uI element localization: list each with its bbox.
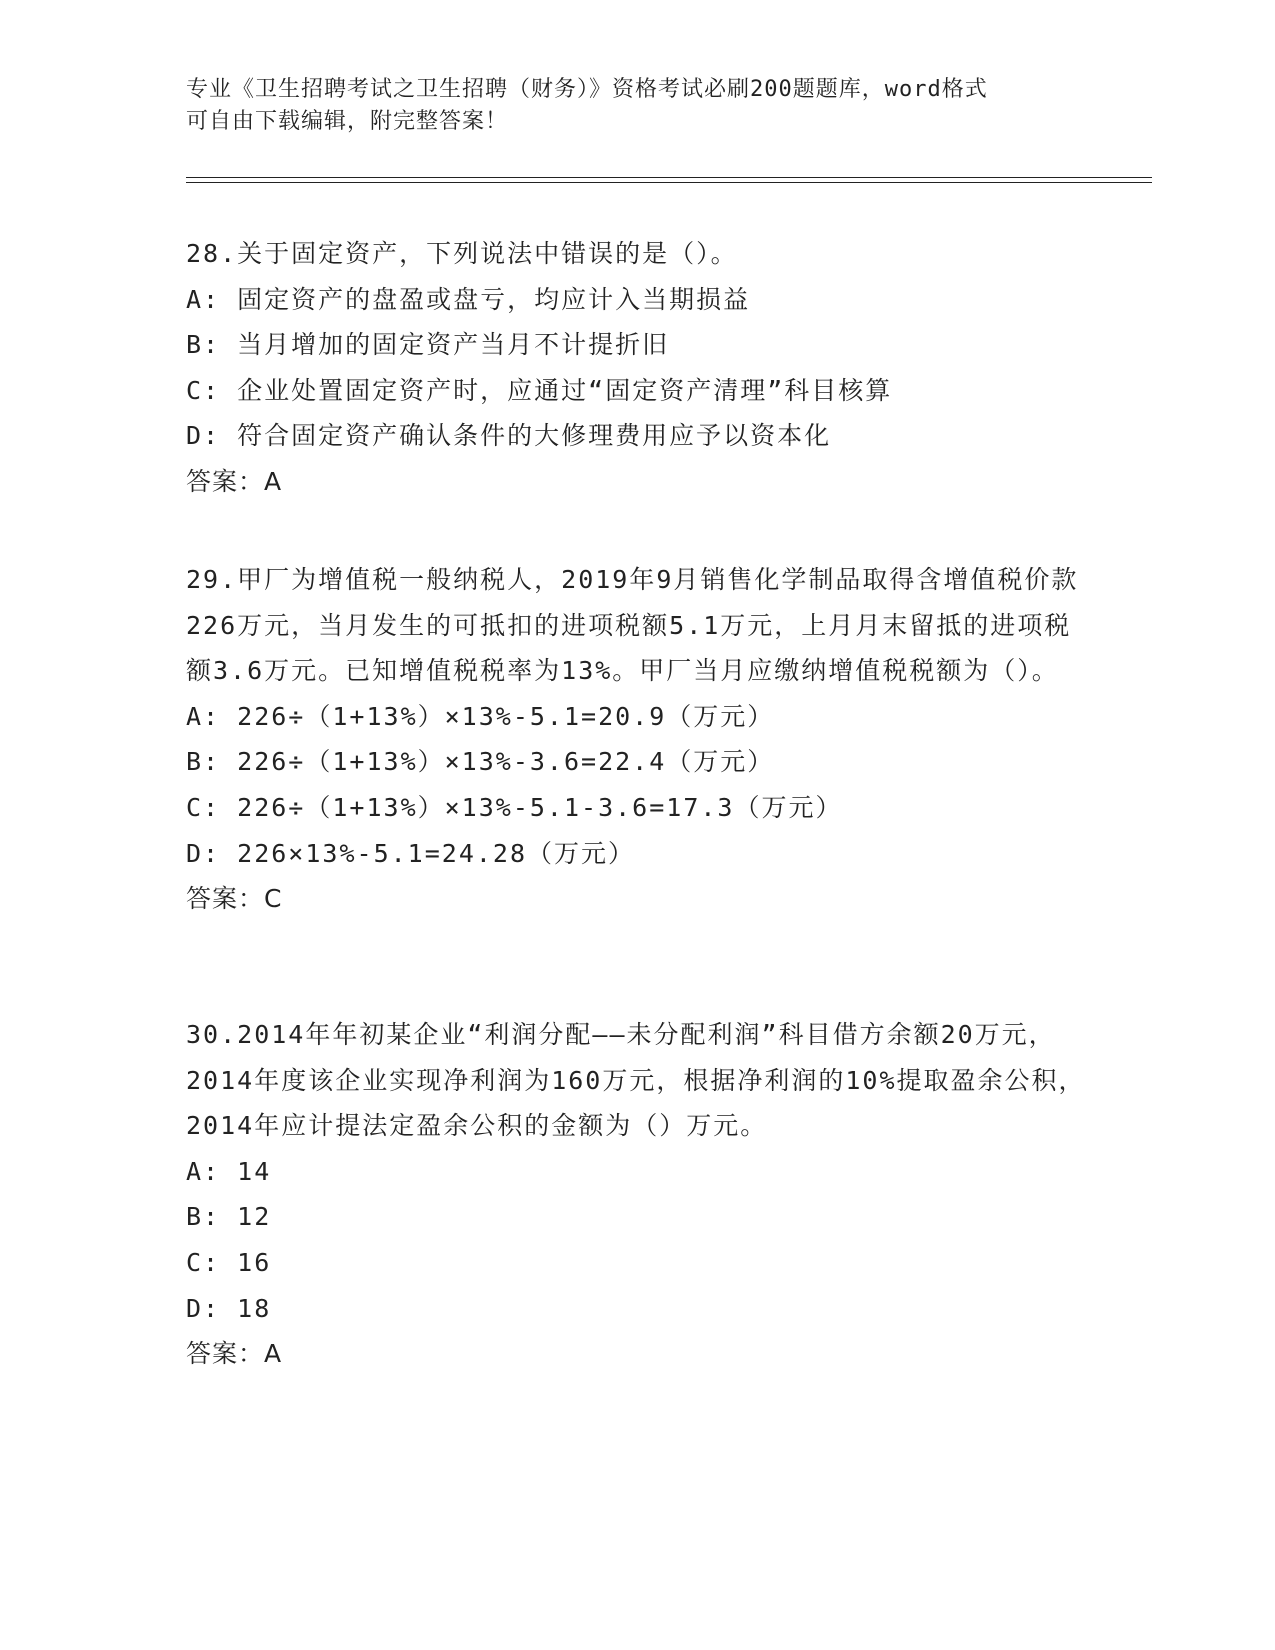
- answer-value: C: [264, 884, 283, 914]
- answer-label: 答案：: [186, 1339, 265, 1369]
- question-stem: 30.2014年年初某企业“利润分配——未分配利润”科目借方余额20万元，2014年度该企业实现净利润为160万元，根据净利润的10%提取盈余公积，2014年应计提法定盈余公积的金额为（）万元。: [186, 1020, 1086, 1141]
- answer-line: [186, 1331, 1086, 1377]
- option-b: B: 当月增加的固定资产当月不计提折旧: [186, 330, 670, 360]
- question-stem: 29.甲厂为增值税一般纳税人，2019年9月销售化学制品取得含增值税价款226万元，当月发生的可抵扣的进项税额5.1万元，上月月末留抵的进项税额3.6万元。已知增值税税率为13%。甲厂当月应缴纳增值税税额为（）。: [186, 565, 1079, 686]
- option-b: B: 12: [186, 1202, 272, 1232]
- answer-value: A: [264, 466, 283, 496]
- question-28: [186, 231, 1086, 505]
- option-c: C: 226÷（1+13%）×13%-5.1-3.6=17.3（万元）: [186, 792, 843, 822]
- option-a: A: 14: [186, 1156, 272, 1186]
- option-c: C: 16: [186, 1247, 272, 1277]
- option-a: A: 固定资产的盘盈或盘亏，均应计入当期损益: [186, 284, 751, 314]
- answer-line: [186, 876, 1086, 922]
- header-divider-bottom: [186, 182, 1152, 183]
- option-a: A: 226÷（1+13%）×13%-5.1=20.9（万元）: [186, 701, 775, 731]
- option-b: B: 226÷（1+13%）×13%-3.6=22.4（万元）: [186, 747, 775, 777]
- answer-label: 答案：: [186, 884, 265, 914]
- document-header: [186, 74, 1086, 138]
- question-30: [186, 1012, 1086, 1377]
- question-stem: 28.关于固定资产，下列说法中错误的是（）。: [186, 239, 738, 268]
- answer-line: [186, 459, 1086, 505]
- header-line-1: 专业《卫生招聘考试之卫生招聘（财务）》资格考试必刷200题题库，word格式: [186, 77, 988, 102]
- option-c: C: 企业处置固定资产时，应通过“固定资产清理”科目核算: [186, 375, 893, 405]
- question-29: [186, 557, 1086, 922]
- option-d: D: 226×13%-5.1=24.28（万元）: [186, 838, 636, 868]
- option-d: D: 符合固定资产确认条件的大修理费用应予以资本化: [186, 421, 832, 451]
- option-d: D: 18: [186, 1293, 272, 1323]
- answer-value: A: [264, 1339, 283, 1369]
- header-divider-top: [186, 177, 1152, 178]
- header-line-2: 可自由下载编辑，附完整答案！: [186, 109, 509, 134]
- answer-label: 答案：: [186, 466, 265, 496]
